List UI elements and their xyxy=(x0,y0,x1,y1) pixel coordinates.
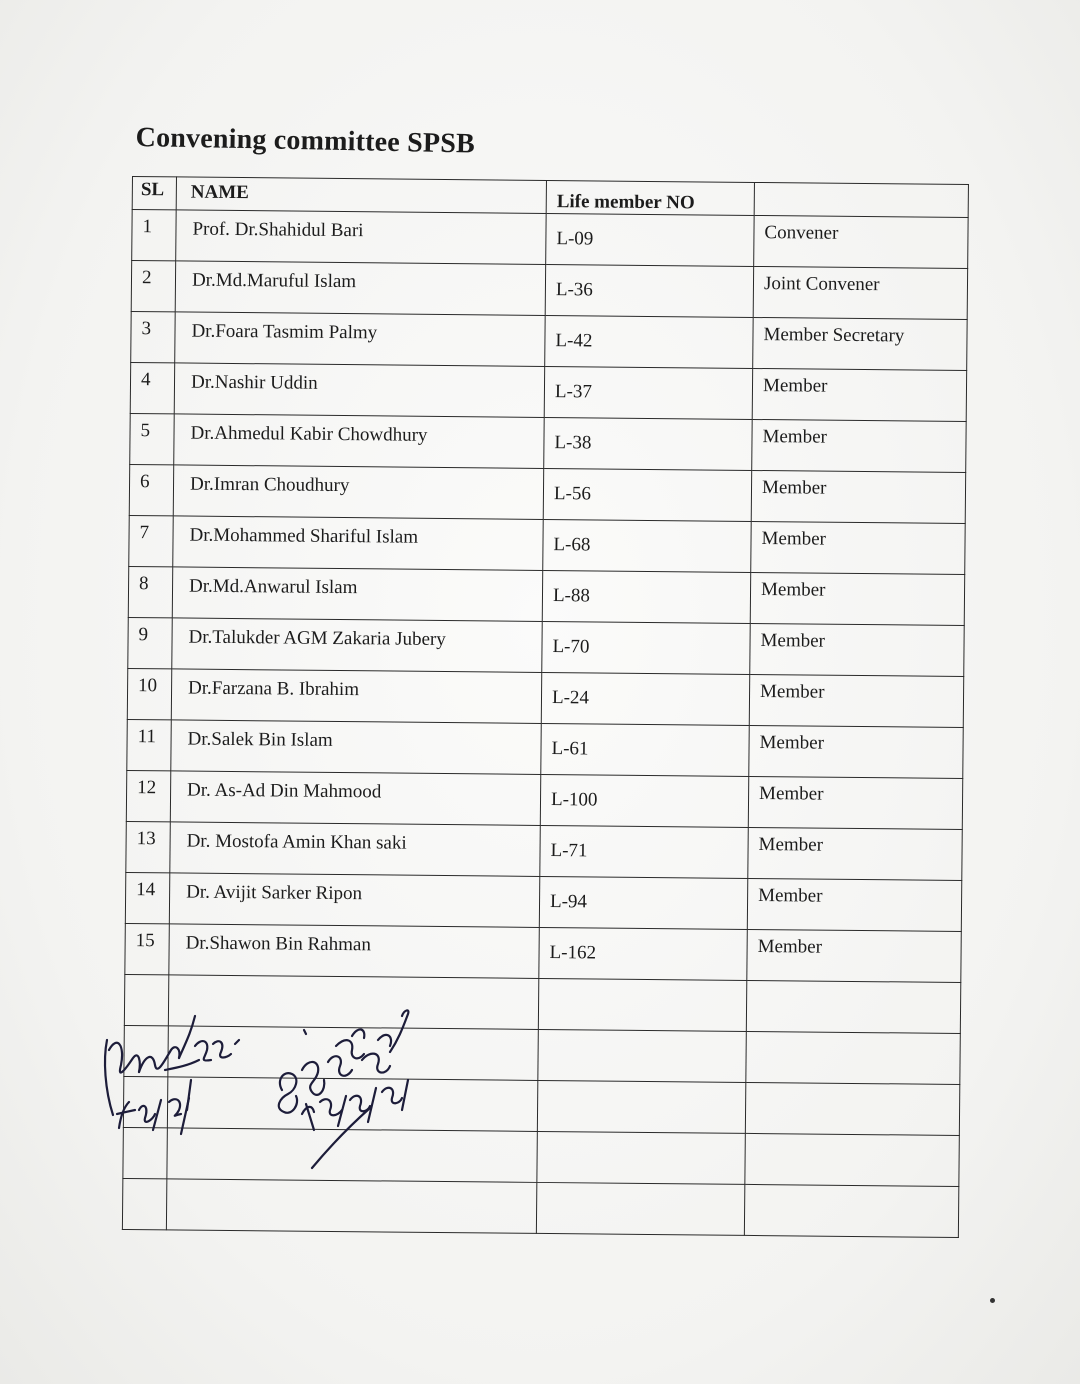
row-life-member-no-cell xyxy=(542,621,750,674)
row-name-cell xyxy=(169,873,539,928)
row-sl-cell xyxy=(127,719,171,770)
row-role-cell xyxy=(754,215,968,268)
row-life-member-no-cell xyxy=(542,570,750,623)
table-row xyxy=(129,464,965,523)
row-name-cell xyxy=(176,210,546,265)
row-role-cell xyxy=(753,317,967,370)
row-sl: 12 xyxy=(137,777,157,799)
row-life-member-no: L-37 xyxy=(554,381,592,403)
row-sl: 15 xyxy=(135,930,155,952)
row-role-cell xyxy=(748,827,962,880)
row-name-cell xyxy=(171,720,541,775)
row-life-member-no-cell xyxy=(545,264,753,317)
row-life-member-no-cell xyxy=(539,876,747,929)
row-life-member-no: L-61 xyxy=(551,738,589,760)
table-row xyxy=(132,210,968,269)
row-life-member-no-cell xyxy=(540,825,748,878)
empty-cell xyxy=(166,1179,536,1234)
row-life-member-no: L-36 xyxy=(555,279,593,301)
empty-cell xyxy=(744,1184,958,1237)
row-life-member-no: L-42 xyxy=(555,330,593,352)
empty-cell xyxy=(122,1178,166,1229)
row-role: Member xyxy=(762,375,828,397)
row-role-cell xyxy=(752,419,966,472)
header-name xyxy=(176,177,546,214)
row-life-member-no: L-100 xyxy=(550,789,598,811)
signature-2-image xyxy=(262,1000,432,1175)
table-row xyxy=(131,261,967,320)
row-role-cell xyxy=(750,572,964,625)
empty-cell xyxy=(745,1133,959,1186)
row-sl-cell xyxy=(125,923,169,974)
row-life-member-no: L-94 xyxy=(549,891,588,913)
row-name: Dr.Md.Maruful Islam xyxy=(191,269,357,293)
row-role: Member xyxy=(759,681,825,703)
empty-cell xyxy=(538,1029,746,1082)
row-name: Dr. Avijit Sarker Ripon xyxy=(186,881,363,905)
row-sl: 7 xyxy=(139,522,150,544)
row-name-cell xyxy=(172,618,542,673)
row-sl-cell xyxy=(127,668,171,719)
row-role-cell xyxy=(751,470,965,523)
table-row xyxy=(125,923,961,982)
row-life-member-no: L-56 xyxy=(553,483,592,505)
row-sl: 4 xyxy=(140,369,151,391)
header-life-member-no xyxy=(546,180,754,215)
row-sl-cell xyxy=(130,362,174,413)
row-sl: 5 xyxy=(140,420,151,442)
row-sl-cell xyxy=(129,464,173,515)
row-life-member-no: L-09 xyxy=(556,228,594,250)
row-sl: 10 xyxy=(138,675,158,697)
empty-cell xyxy=(746,1031,960,1084)
header-sl xyxy=(132,177,176,210)
row-life-member-no: L-38 xyxy=(554,432,592,454)
table-row xyxy=(130,362,966,421)
row-name: Dr.Foara Tasmim Palmy xyxy=(191,320,378,344)
row-role-cell xyxy=(748,776,962,829)
table-row xyxy=(131,311,967,370)
header-sl-label: SL xyxy=(140,179,165,201)
table-row xyxy=(128,617,964,676)
row-sl-cell xyxy=(126,770,170,821)
row-sl: 8 xyxy=(138,573,149,595)
header-name-label: NAME xyxy=(190,181,250,204)
row-sl: 1 xyxy=(142,216,153,238)
empty-cell xyxy=(536,1182,744,1235)
row-sl: 14 xyxy=(136,879,156,901)
row-name-cell xyxy=(169,924,539,979)
row-life-member-no-cell xyxy=(545,315,753,368)
row-name: Dr.Talukder AGM Zakaria Jubery xyxy=(188,626,446,651)
row-role: Member xyxy=(760,579,826,601)
row-role-cell xyxy=(749,725,963,778)
row-name-cell xyxy=(174,414,544,469)
row-role: Member xyxy=(761,477,827,499)
row-name-cell xyxy=(170,822,540,877)
table-row xyxy=(129,515,965,574)
row-life-member-no: L-68 xyxy=(553,534,591,556)
row-sl: 2 xyxy=(141,267,152,289)
row-life-member-no: L-71 xyxy=(550,840,588,862)
row-sl-cell xyxy=(132,210,176,261)
row-life-member-no-cell xyxy=(544,417,752,470)
row-role: Member xyxy=(757,936,823,958)
row-life-member-no-cell xyxy=(541,672,749,725)
row-sl-cell xyxy=(130,413,174,464)
empty-table-row xyxy=(122,1178,958,1237)
row-name: Dr.Shawon Bin Rahman xyxy=(185,932,371,956)
row-name-cell xyxy=(171,669,541,724)
row-life-member-no: L-162 xyxy=(549,942,597,964)
row-role: Member xyxy=(761,528,827,550)
empty-cell xyxy=(537,1131,745,1184)
row-life-member-no: L-88 xyxy=(552,585,591,607)
row-sl: 9 xyxy=(138,624,149,646)
row-name-cell xyxy=(174,363,544,418)
row-sl-cell xyxy=(128,566,172,617)
ink-dot xyxy=(990,1298,995,1303)
row-role: Joint Convener xyxy=(763,273,880,296)
row-role-cell xyxy=(750,623,964,676)
row-life-member-no-cell xyxy=(543,519,751,572)
empty-cell xyxy=(537,1080,745,1133)
row-name-cell xyxy=(172,567,542,622)
empty-cell xyxy=(538,978,746,1031)
header-role-label xyxy=(755,183,968,185)
row-sl: 3 xyxy=(141,318,152,340)
row-role: Member xyxy=(760,630,826,652)
table-row xyxy=(126,770,962,829)
empty-cell xyxy=(745,1082,959,1135)
signature-1-image xyxy=(95,1010,255,1140)
row-name-cell xyxy=(173,516,543,571)
row-name-cell xyxy=(170,771,540,826)
row-sl-cell xyxy=(125,872,169,923)
row-name: Dr.Mohammed Shariful Islam xyxy=(189,524,419,548)
row-name: Dr.Nashir Uddin xyxy=(190,371,318,394)
row-sl-cell xyxy=(131,261,175,312)
row-sl: 13 xyxy=(136,828,156,850)
row-sl-cell xyxy=(128,617,172,668)
row-name-cell xyxy=(173,465,543,520)
row-role: Member xyxy=(759,732,825,754)
row-role-cell xyxy=(747,878,961,931)
row-sl-cell xyxy=(126,821,170,872)
row-role-cell xyxy=(753,266,967,319)
row-life-member-no-cell xyxy=(540,774,748,827)
row-sl-cell xyxy=(129,515,173,566)
row-life-member-no-cell xyxy=(544,366,752,419)
table-row xyxy=(130,413,966,472)
row-role-cell xyxy=(752,368,966,421)
row-role: Member xyxy=(762,426,828,448)
row-name: Dr.Ahmedul Kabir Chowdhury xyxy=(190,422,428,446)
row-role-cell xyxy=(749,674,963,727)
row-life-member-no-cell xyxy=(543,468,751,521)
row-life-member-no-cell xyxy=(541,723,749,776)
row-role: Member xyxy=(758,885,823,907)
row-role-cell xyxy=(751,521,965,574)
row-name: Prof. Dr.Shahidul Bari xyxy=(192,218,364,242)
table-row xyxy=(127,668,963,727)
row-name: Dr.Farzana B. Ibrahim xyxy=(187,677,360,701)
empty-cell xyxy=(746,980,960,1033)
row-name-cell xyxy=(175,312,545,367)
row-role-cell xyxy=(747,929,961,982)
row-name: Dr. As-Ad Din Mahmood xyxy=(187,779,382,803)
row-life-member-no-cell xyxy=(539,927,747,980)
row-name: Dr.Salek Bin Islam xyxy=(187,728,333,751)
row-life-member-no: L-24 xyxy=(551,687,590,709)
table-row xyxy=(128,566,964,625)
row-name-cell xyxy=(175,261,545,316)
row-role: Member xyxy=(758,834,824,856)
row-name: Dr. Mostofa Amin Khan saki xyxy=(186,830,407,854)
row-role: Convener xyxy=(764,222,839,244)
row-sl: 6 xyxy=(139,471,150,493)
row-role: Member xyxy=(759,783,824,805)
document-title: Convening committee SPSB xyxy=(135,122,476,160)
table-row xyxy=(125,872,961,931)
header-role xyxy=(754,182,968,217)
row-life-member-no: L-70 xyxy=(552,636,590,658)
table-row xyxy=(127,719,963,778)
row-sl: 11 xyxy=(137,726,157,748)
row-role: Member Secretary xyxy=(763,324,905,347)
row-life-member-no-cell xyxy=(546,213,754,266)
row-name: Dr.Imran Choudhury xyxy=(189,473,350,497)
row-sl-cell xyxy=(131,311,175,362)
row-name: Dr.Md.Anwarul Islam xyxy=(188,575,358,599)
table-row xyxy=(126,821,962,880)
header-life-member-no-label: Life member NO xyxy=(556,191,695,214)
